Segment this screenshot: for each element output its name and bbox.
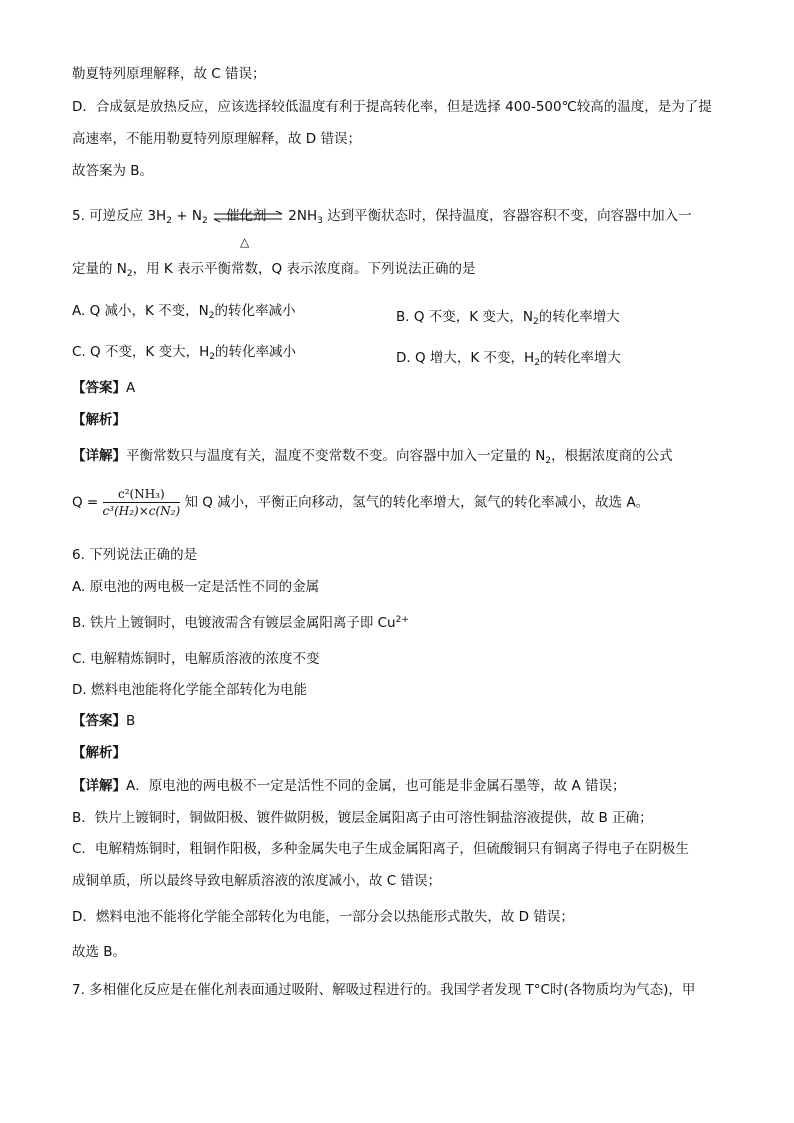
detail-line: B．铁片上镀铜时，铜做阳极、镀件做阴极，镀层金属阳离子由可溶性铜盐溶液提供，故 B 正确；	[72, 810, 653, 826]
detail-line: D．燃料电池不能将化学能全部转化为电能，一部分会以热能形式散失，故 D 错误；	[72, 909, 574, 925]
option-b: B. Q 不变，K 变大，$N_2$的转化率增大	[396, 309, 620, 327]
question-6-stem: 6. 下列说法正确的是	[72, 547, 198, 563]
analysis-tag: 【解析】	[72, 745, 126, 761]
detail-line: 成铜单质，所以最终导致电解质溶液的浓度减小，故 C 错误；	[72, 873, 442, 889]
answer-line: 【答案】B	[72, 713, 136, 729]
option-a: A. 原电池的两电极一定是活性不同的金属	[72, 579, 320, 595]
option-c: C. Q 不变，K 变大，$H_2$的转化率减小	[72, 344, 296, 362]
text-line: 故答案为 B。	[72, 163, 154, 179]
question-7-stem: 7. 多相催化反应是在催化剂表面通过吸附、解吸过程进行的。我国学者发现 T°C时(各物质均为气态)，甲	[72, 982, 696, 998]
text-line: D．合成氨是放热反应，应该选择较低温度有利于提高转化率，但是选择 400-500℃较高的温度，是为了提	[72, 99, 712, 115]
formula-line: Q = $\frac{\text{c²(NH₃)}}{\text{c³(H₂)×c(N₂)}}$ 知 Q 减小，平衡正向移动，氢气的转化率增大，氮气的转化率减小，故选 A。	[72, 487, 650, 518]
analysis-tag: 【解析】	[72, 412, 126, 428]
detail-line: 故选 B。	[72, 944, 127, 960]
option-c: C. 电解精炼铜时，电解质溶液的浓度不变	[72, 651, 320, 667]
text-line: 高速率，不能用勒夏特列原理解释，故 D 错误；	[72, 131, 361, 147]
reversible-arrow-icon: 催化剂 △	[212, 196, 284, 236]
detail-line: 【详解】平衡常数只与温度有关，温度不变常数不变。向容器中加入一定量的 $N_2$，根据浓度商的公式	[72, 448, 673, 466]
question-5-stem: 5. 可逆反应 $3H_2 + N_2$ 催化剂 △ $2NH_3$ 达到平衡状态时，保持温度，容器容积不变，向容器中加入一	[72, 196, 692, 241]
answer-line: 【答案】A	[72, 380, 136, 396]
option-d: D. 燃料电池能将化学能全部转化为电能	[72, 682, 307, 698]
concentration-quotient-fraction: $\frac{\text{c²(NH₃)}}{\text{c³(H₂)×c(N₂)}}$	[102, 487, 181, 518]
detail-line: C．电解精炼铜时，粗铜作阳极，多种金属失电子生成金属阳离子，但硫酸铜只有铜离子得电子在阴极生	[72, 841, 689, 857]
option-b: B. 铁片上镀铜时，电镀液需含有镀层金属阳离子即 $Cu^{2+}$	[72, 615, 409, 631]
detail-line: 【详解】A．原电池的两电极不一定是活性不同的金属，也可能是非金属石墨等，故 A 错误；	[72, 778, 626, 794]
text-line: 勒夏特列原理解释，故 C 错误；	[72, 66, 266, 82]
option-a: A. Q 减小，K 不变，$N_2$的转化率减小	[72, 303, 296, 321]
question-5-stem-line2: 定量的 $N_2$，用 K 表示平衡常数，Q 表示浓度商。下列说法正确的是	[72, 261, 476, 279]
option-d: D. Q 增大，K 不变，$H_2$的转化率增大	[396, 350, 621, 368]
